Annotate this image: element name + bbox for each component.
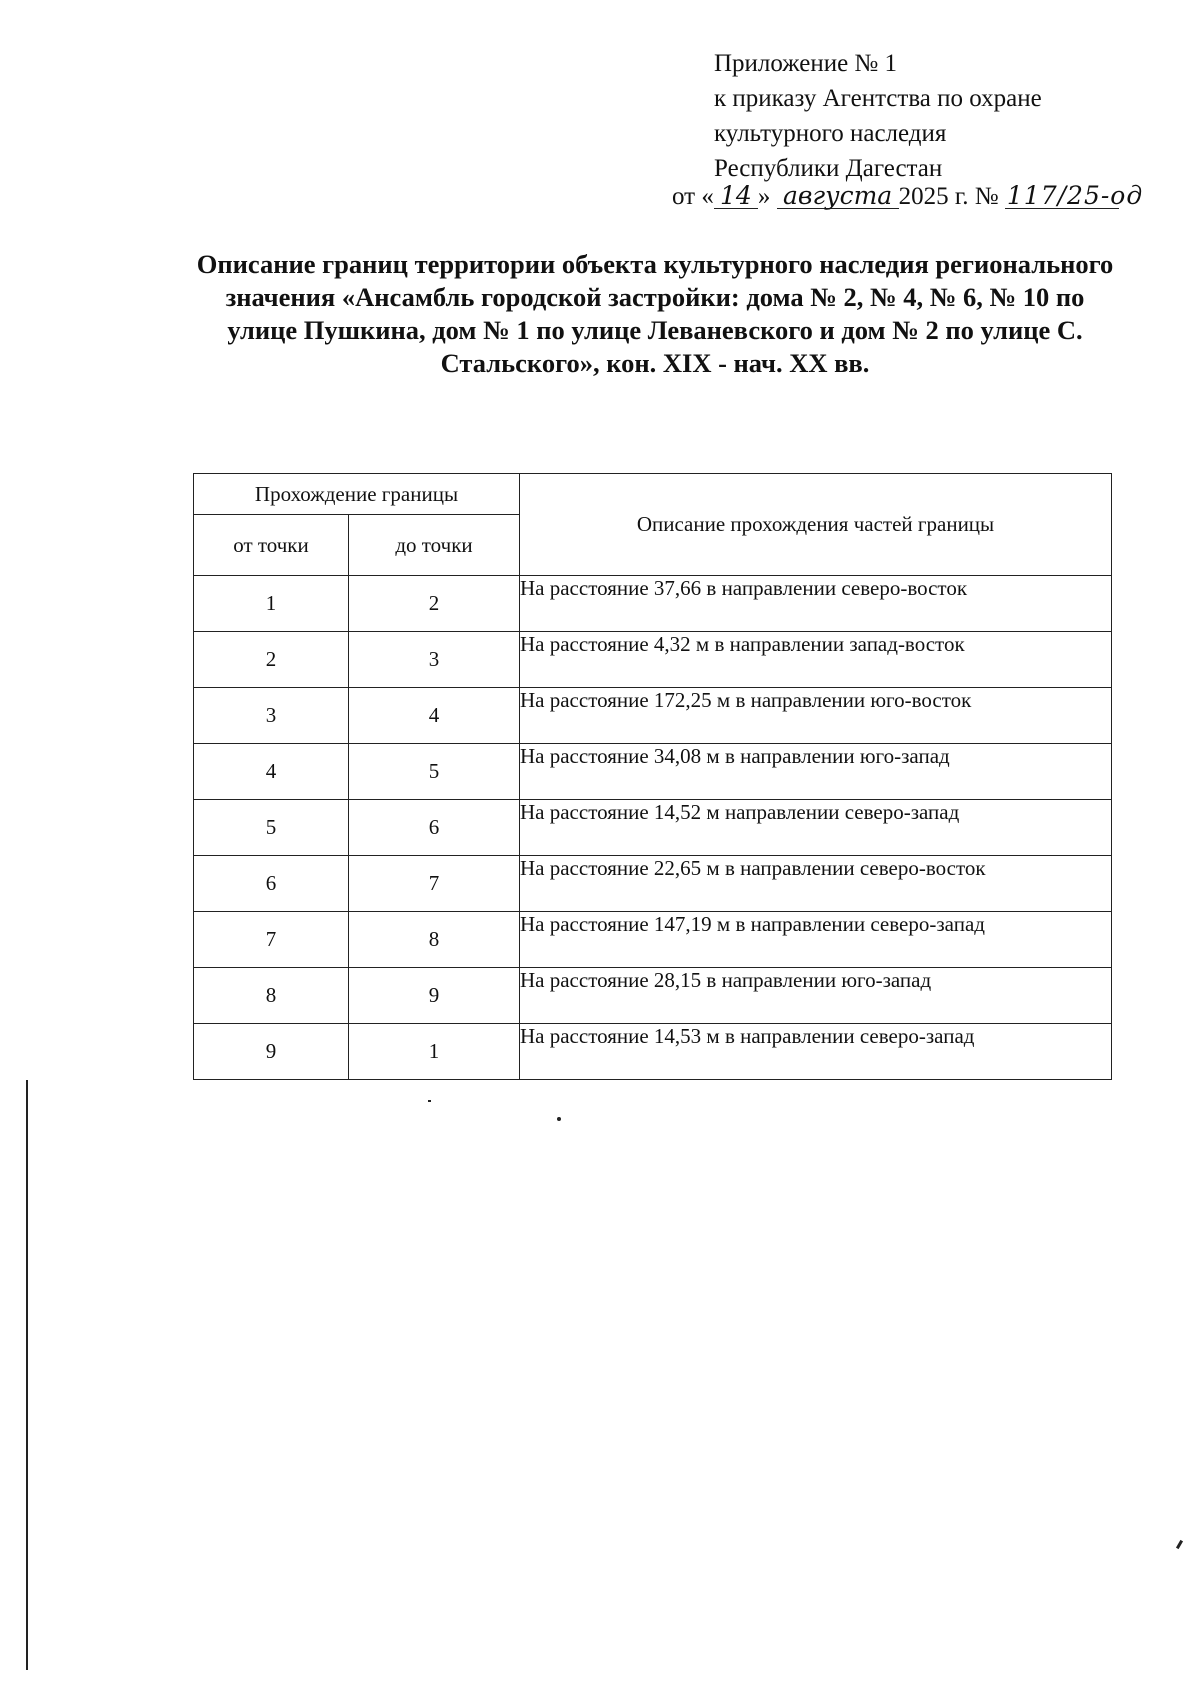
segment-description: На расстояние 172,25 м в направлении юго-восток	[520, 688, 1112, 744]
to-point: 1	[349, 1024, 520, 1080]
to-point: 8	[349, 912, 520, 968]
from-point: 3	[194, 688, 349, 744]
handwritten-month: августа	[777, 184, 899, 209]
header-to-point: до точки	[349, 515, 520, 576]
to-point: 2	[349, 576, 520, 632]
table-row	[194, 1024, 1112, 1080]
scan-speck	[1176, 1540, 1183, 1549]
table-row	[194, 632, 1112, 688]
document-title: Описание границ территории объекта культурного наследия регионального значения «Ансамбль городской застройки: дома № 2, № 4, № 6, № 10 по улице Пушкина, дом № 1 по улице Леваневского и дом № 2 по улице С. Стальского», кон. XIX - нач. XX вв.	[196, 249, 1114, 378]
from-point: 7	[194, 912, 349, 968]
to-point: 7	[349, 856, 520, 912]
to-point: 3	[349, 632, 520, 688]
scan-speck	[557, 1117, 561, 1121]
table-row	[194, 744, 1112, 800]
to-point: 5	[349, 744, 520, 800]
table-row	[194, 800, 1112, 856]
from-point: 5	[194, 800, 349, 856]
appendix-line-1: Приложение № 1	[714, 50, 898, 77]
header-boundary-pass: Прохождение границы	[194, 474, 520, 515]
table-row	[194, 912, 1112, 968]
segment-description: На расстояние 28,15 в направлении юго-запад	[520, 968, 1112, 1024]
appendix-line-3: культурного наследия	[714, 120, 947, 147]
table-row	[194, 576, 1112, 632]
from-point: 4	[194, 744, 349, 800]
table-row	[194, 688, 1112, 744]
segment-description: На расстояние 147,19 м в направлении северо-запад	[520, 912, 1112, 968]
segment-description: На расстояние 34,08 м в направлении юго-запад	[520, 744, 1112, 800]
date-year: 2025 г. №	[898, 183, 999, 210]
segment-description: На расстояние 14,52 м направлении северо-запад	[520, 800, 1112, 856]
scan-speck	[428, 1100, 431, 1102]
segment-description: На расстояние 37,66 в направлении северо-восток	[520, 576, 1112, 632]
handwritten-day: 14	[714, 184, 758, 209]
segment-description: На расстояние 22,65 м в направлении северо-восток	[520, 856, 1112, 912]
from-point: 9	[194, 1024, 349, 1080]
from-point: 6	[194, 856, 349, 912]
header-description: Описание прохождения частей границы	[520, 474, 1112, 576]
to-point: 9	[349, 968, 520, 1024]
to-point: 6	[349, 800, 520, 856]
table-row	[194, 856, 1112, 912]
table-row	[194, 968, 1112, 1024]
boundary-table	[193, 473, 1112, 1080]
date-prefix: от «	[672, 183, 714, 210]
order-date-line	[672, 181, 1144, 211]
appendix-line-2: к приказу Агентства по охране	[714, 85, 1042, 112]
segment-description: На расстояние 14,53 м в направлении северо-запад	[520, 1024, 1112, 1080]
from-point: 2	[194, 632, 349, 688]
header-from-point: от точки	[194, 515, 349, 576]
scan-edge-line	[26, 1080, 28, 1670]
appendix-header	[714, 46, 1042, 186]
appendix-line-4: Республики Дагестан	[714, 155, 943, 182]
to-point: 4	[349, 688, 520, 744]
date-mid: »	[757, 183, 771, 210]
handwritten-order-number: 117/25-од	[1006, 181, 1144, 210]
segment-description: На расстояние 4,32 м в направлении запад-восток	[520, 632, 1112, 688]
from-point: 1	[194, 576, 349, 632]
from-point: 8	[194, 968, 349, 1024]
